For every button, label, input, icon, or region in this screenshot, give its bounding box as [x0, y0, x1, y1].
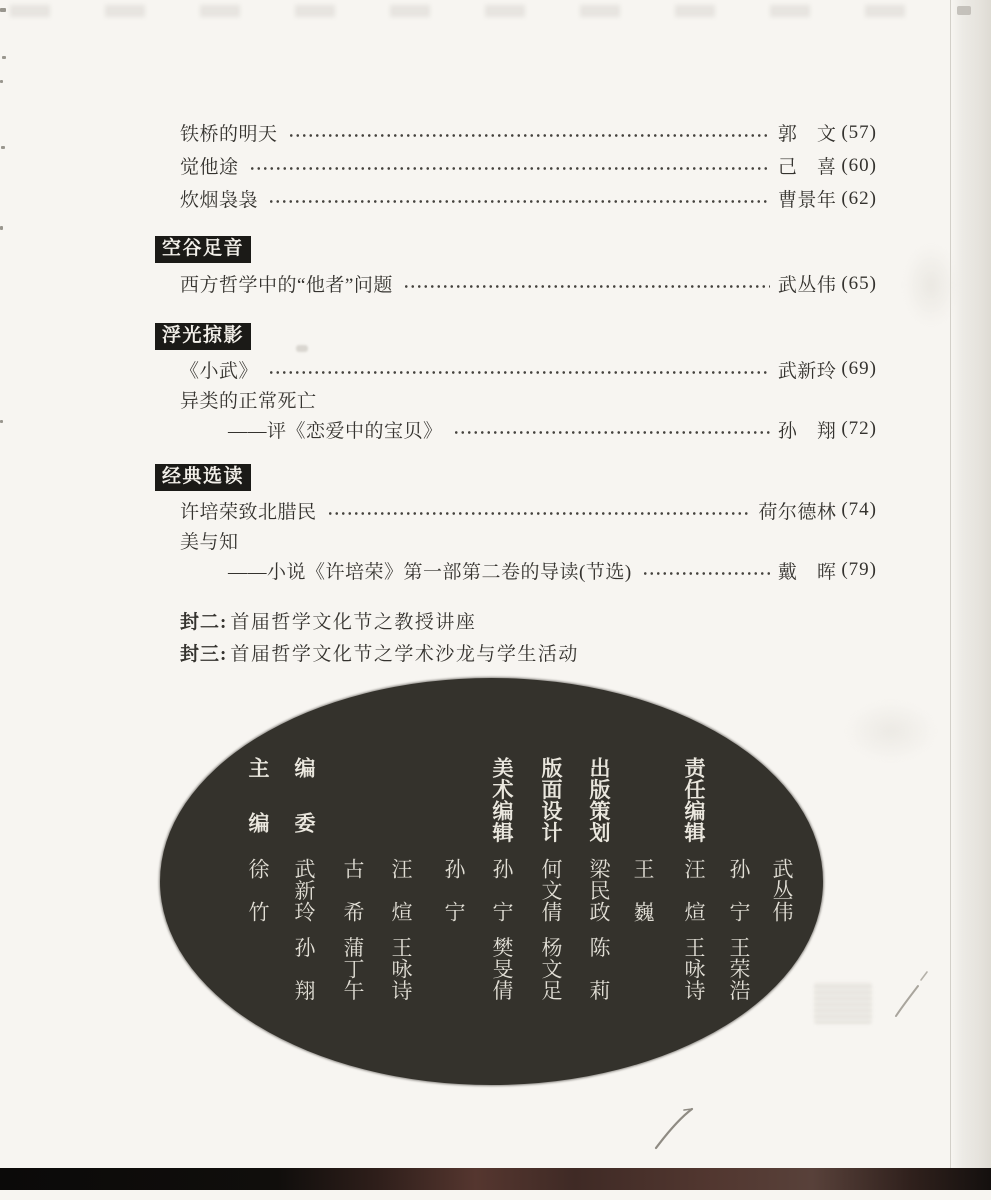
toc-entry-title: 铁桥的明天 [180, 124, 278, 145]
scan-artifact-smudge [845, 700, 937, 762]
staff-names [339, 858, 365, 1001]
dotted-leader [268, 370, 770, 375]
toc-entry-page: (57) [841, 121, 877, 143]
staff-role-responsible-editor: 责任编辑 [682, 757, 705, 843]
toc-section-jingdian-xuandu [155, 464, 877, 585]
toc-entry [155, 384, 877, 414]
scan-artifact-dot [0, 226, 3, 230]
staff-name: 王荣浩 [727, 936, 750, 1001]
vertical-gap [500, 923, 502, 937]
dotted-leader [249, 166, 770, 171]
scan-artifact-ghost-text [814, 982, 872, 1024]
staff-name: 王咏诗 [682, 936, 705, 1001]
toc-entry-author: 武新玲 [777, 360, 837, 382]
section-header: 经典选读 [155, 464, 251, 491]
scan-artifact-pen-scratch [888, 966, 934, 1022]
toc-entry-page: (74) [841, 499, 877, 520]
staff-name: 蒲丁午 [341, 936, 364, 1001]
dotted-leader [453, 430, 770, 435]
staff-name: 孙 宁 [727, 858, 750, 923]
staff-name: 樊旻倩 [490, 936, 513, 1001]
dotted-leader [642, 571, 770, 576]
toc-entry [155, 182, 877, 215]
toc-entry-author: 武丛伟 [777, 275, 837, 296]
toc-entry-author: 郭 文 [777, 124, 837, 145]
staff-role-layout-design: 版面设计 [539, 757, 562, 843]
toc-entry-title: 炊烟袅袅 [180, 190, 259, 211]
section-header: 浮光掠影 [155, 323, 251, 350]
staff-name: 杨文足 [539, 936, 562, 1001]
toc-entry-author: 戴 晖 [777, 561, 837, 583]
scan-artifact-pen-scratch [642, 1102, 706, 1154]
dotted-leader [327, 511, 751, 516]
staff-name: 古 希 [341, 858, 364, 923]
staff-names [680, 858, 706, 1001]
toc-entry-title: 觉他途 [180, 157, 239, 178]
staff-names [585, 858, 611, 1001]
toc-entry-page: (60) [841, 154, 877, 176]
scan-artifact-book-edge [0, 1168, 991, 1190]
staff-names [488, 858, 514, 1001]
cover-note [180, 604, 877, 636]
scan-artifact-dot [0, 8, 6, 12]
toc-intro-section [155, 116, 877, 215]
cover-note [180, 636, 877, 668]
staff-names [768, 858, 794, 923]
toc-entry-title: 异类的正常死亡 [180, 390, 317, 412]
staff-name: 王咏诗 [389, 936, 412, 1001]
vertical-gap [549, 923, 551, 937]
toc-entry-title: 《小武》 [180, 360, 259, 382]
staff-name: 孙 宁 [490, 858, 513, 923]
staff-names [440, 858, 466, 923]
staff-names [387, 858, 413, 1001]
staff-names [290, 858, 316, 1001]
cover-note-text: 首届哲学文化节之学术沙龙与学生活动 [230, 643, 579, 665]
scan-artifact-page-edge [950, 0, 991, 1168]
staff-role-editorial-board: 编委 [292, 757, 315, 867]
scan-artifact-corner-mark [957, 6, 971, 15]
toc-entry-author: 孙 翔 [777, 420, 837, 442]
vertical-gap [399, 923, 401, 937]
cover-note-text: 首届哲学文化节之教授讲座 [230, 611, 477, 633]
toc-entry-page: (79) [841, 559, 877, 580]
toc-entry-page: (65) [841, 272, 877, 294]
toc-entry [155, 116, 877, 149]
vertical-gap [302, 923, 304, 937]
staff-role-chief-editor: 主编 [246, 757, 269, 867]
staff-names [537, 858, 563, 1001]
toc-entry-author: 荷尔德林 [758, 501, 837, 523]
vertical-gap [737, 923, 739, 937]
toc-section-fuguang-lueying [155, 323, 877, 444]
toc-entry-author: 曹景年 [777, 190, 837, 211]
toc-entry-title: 美与知 [180, 531, 239, 553]
staff-name: 孙 宁 [442, 858, 465, 923]
toc-entry-title: ——评《恋爱中的宝贝》 [228, 420, 443, 442]
staff-names [244, 858, 270, 923]
toc-entry [155, 555, 877, 585]
staff-name: 徐 竹 [246, 858, 269, 923]
scan-artifact-smudge [296, 345, 308, 352]
staff-role-publishing-plan: 出版策划 [587, 757, 610, 843]
toc-entry [155, 149, 877, 182]
dotted-leader [288, 133, 770, 138]
dotted-leader [403, 284, 770, 289]
colophon-ellipse [160, 678, 823, 1085]
cover-note-label: 封三: [180, 643, 228, 665]
staff-name: 孙 翔 [292, 936, 315, 1001]
section-header: 空谷足音 [155, 236, 251, 263]
scan-artifact-dot [0, 80, 3, 83]
staff-names [725, 858, 751, 1001]
toc-entry [155, 525, 877, 555]
staff-name: 梁民政 [587, 858, 610, 923]
vertical-gap [351, 923, 353, 937]
scan-artifact-dot [0, 420, 3, 423]
toc-entry-title: ——小说《许培荣》第一部第二卷的导读(节选) [228, 561, 632, 583]
staff-name: 王 巍 [631, 858, 654, 923]
vertical-gap [597, 923, 599, 937]
toc-section-konggu-zuyin [155, 236, 877, 300]
toc-entry [155, 267, 877, 300]
staff-name: 汪 煊 [682, 858, 705, 923]
toc-entry [155, 354, 877, 384]
staff-name: 武丛伟 [770, 858, 793, 923]
dotted-leader [268, 199, 770, 204]
cover-notes [180, 604, 877, 668]
staff-role-art-editor: 美术编辑 [490, 757, 513, 843]
cover-note-label: 封二: [180, 611, 228, 633]
scan-artifact-dot [1, 146, 5, 149]
staff-name: 陈 莉 [587, 936, 610, 1001]
scan-artifact-dot [2, 56, 6, 59]
toc-entry [155, 414, 877, 444]
staff-name: 何文倩 [539, 858, 562, 923]
toc-entry-page: (62) [841, 187, 877, 209]
scan-artifact-top-smudge [10, 5, 940, 17]
toc-entry [155, 495, 877, 525]
toc-entry-title: 西方哲学中的“他者”问题 [180, 275, 393, 296]
toc-entry-author: 己 喜 [777, 157, 837, 178]
staff-names [629, 858, 655, 923]
scan-artifact-smudge [903, 243, 959, 327]
staff-name: 武新玲 [292, 858, 315, 923]
vertical-gap [692, 923, 694, 937]
toc-entry-page: (69) [841, 358, 877, 379]
toc-entry-page: (72) [841, 418, 877, 439]
staff-name: 汪 煊 [389, 858, 412, 923]
toc-entry-title: 许培荣致北腊民 [180, 501, 317, 523]
